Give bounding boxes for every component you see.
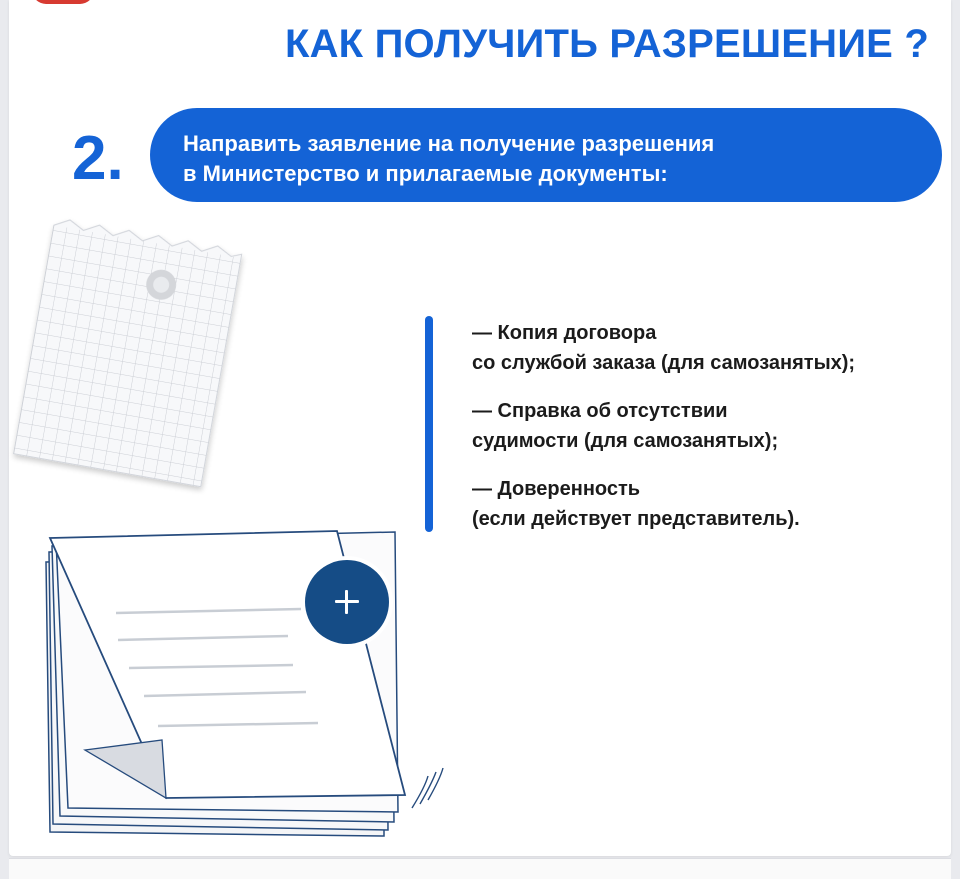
document-item-line: — Копия договора — [472, 322, 657, 344]
step-instruction-line: в Министерство и прилагаемые документы: — [183, 161, 668, 186]
step-number: 2. — [72, 124, 124, 193]
document-item-line: (если действует представитель). — [472, 508, 800, 530]
documents-list-container — [425, 316, 930, 532]
document-item — [472, 396, 932, 456]
document-item-line: — Справка об отсутствии — [472, 400, 728, 422]
document-item — [472, 318, 932, 378]
bottom-strip — [9, 858, 951, 879]
document-item-line: судимости (для самозанятых); — [472, 430, 779, 452]
documents-accent-bar — [425, 316, 433, 532]
document-item-line: со службой заказа (для самозанятых); — [472, 352, 856, 374]
page-title: КАК ПОЛУЧИТЬ РАЗРЕШЕНИЕ ? — [284, 22, 929, 66]
plus-icon — [305, 560, 389, 644]
step-instruction-line: Направить заявление на получение разрешения — [183, 131, 715, 156]
document-item — [472, 474, 932, 534]
document-item-line: — Доверенность — [472, 478, 641, 500]
documents-list — [472, 318, 932, 534]
step-instruction-banner — [150, 108, 942, 202]
